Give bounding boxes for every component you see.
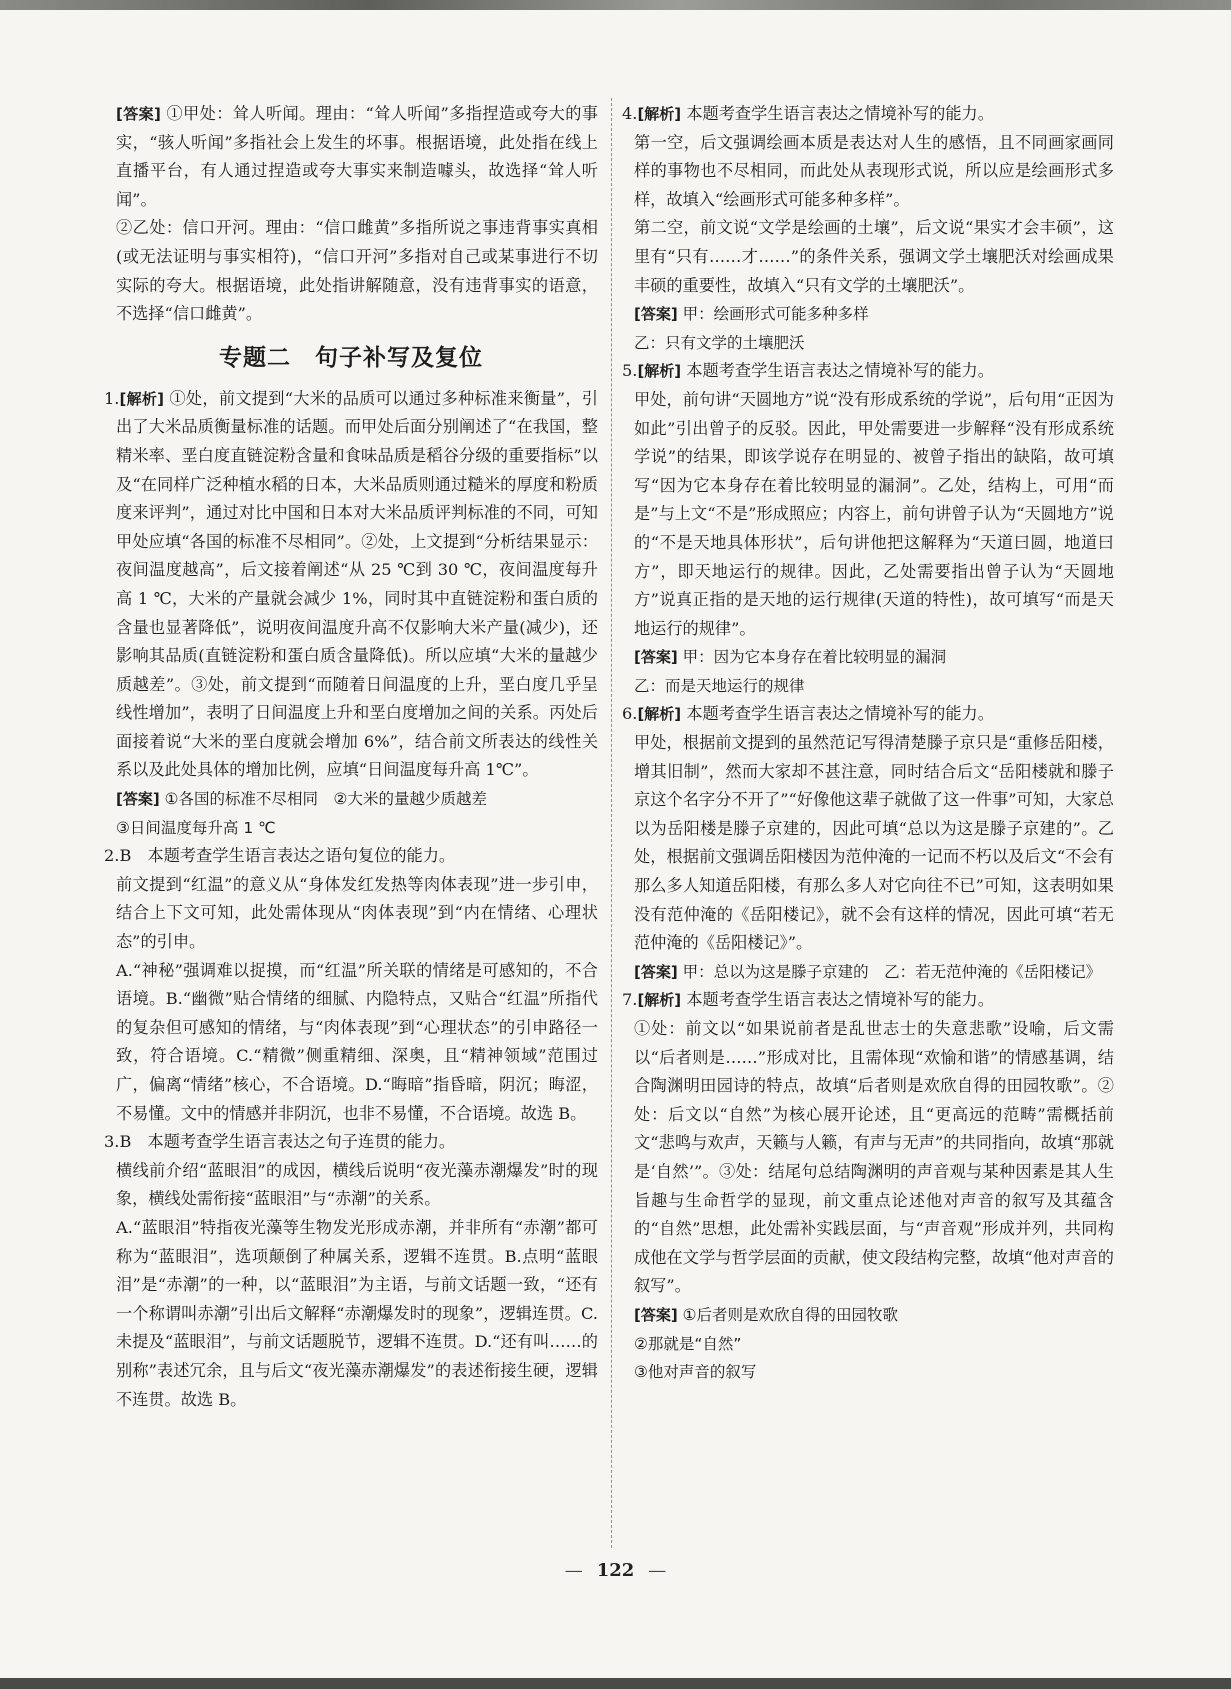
question-lead: 本题考查学生语言表达之情境补写的能力。 [686,990,994,1010]
analysis-tag: [解析] [637,105,682,123]
question-number: 5. [622,361,638,381]
question-4-answer [622,300,1114,329]
question-3-paragraph: 横线前介绍“蓝眼泪”的成因，横线后说明“夜光藻赤潮爆发”时的现象，横线处需衔接“蓝眼泪”与“赤潮”的关系。 [116,1160,598,1209]
question-number: 6. [622,704,638,724]
answer-text: 甲：总以为这是滕子京建的 乙：若无范仲淹的《岳阳楼记》 [682,962,1102,981]
question-7-lead [622,986,1114,1015]
answer-text: ①各国的标准不尽相同 ②大米的量越少质越差 [164,790,487,809]
answer-tag: [答案] [634,1305,678,1324]
question-4-paragraph-2: 第二空，前文说“文学是绘画的土壤”，后文说“果实才会丰硕”，这里有“只有……才……”的条件关系，强调文学土壤肥沃对绘画成果丰硕的重要性，故填入“只有文学的土壤肥沃”。 [634,218,1114,295]
right-column [622,100,1114,1387]
question-5-paragraph: 甲处，前句讲“天圆地方”说“没有形成系统的学说”，后句用“正因为如此”引出曾子的反驳。因此，甲处需要进一步解释“没有形成系统学说”的结果，即该学说存在明显的、被曾子指出的缺陷，故可填写“因为它本身存在着比较明显的漏洞”。乙处，结构上，可用“而是”与上文“不是”形成照应；内容上，前句讲曾子认为“天圆地方”说的“不是天地具体形状”，后句讲他把这解释为“天道曰圆，地道曰方”，即天地运行的规律。因此，乙处需要指出曾子认为“天圆地方”说真正指的是天地的运行规律(天道的特性)，故可填写“而是天地运行的规律”。 [634,389,1114,638]
question-number: 7. [622,990,638,1010]
answer-text: ①后者则是欢欣自得的田园牧歌 [682,1305,899,1324]
question-4-lead [622,100,1114,129]
page-dash-right: — [648,1560,667,1581]
answer-text: 甲：因为它本身存在着比较明显的漏洞 [682,648,947,667]
question-2-lead [104,842,598,871]
question-1-answer [104,785,598,814]
question-6-answer [622,958,1114,987]
answer-text: 甲：绘画形式可能多种多样 [682,305,869,324]
analysis-tag: [解析] [637,705,682,724]
answer-text: ①甲处：耸人听闻。理由：“耸人听闻”多指捏造或夸大的事实，“骇人听闻”多指社会上发生的坏事。根据语境，此处指在线上直播平台，有人通过捏造或夸大事实来制造噱头，故选择“耸人听闻”。 [116,104,598,209]
column-divider [611,98,612,1548]
question-2-options: A.“神秘”强调难以捉摸，而“红温”所关联的情绪是可感知的，不合语境。B.“幽微”贴合情绪的细腻、内隐特点，又贴合“红温”所指代的复杂但可感知的情绪，与“肉体表现”到“心理状态”的引申路径一致，符合语境。C.“精微”侧重精细、深奥，且“精神领域”范围过广，偏离“情绪”核心，不合语境。D.“晦暗”指昏暗，阴沉；晦涩，不易懂。文中的情感并非阴沉，也非不易懂，不合语境。故选 B。 [116,960,598,1123]
analysis-tag: [解析] [119,389,165,408]
answer-paragraph [104,100,598,214]
answer-tag: [答案] [116,105,161,123]
answer-tag: [答案] [634,648,678,667]
question-2-paragraph: 前文提到“红温”的意义从“身体发红发热等肉体表现”进一步引申，结合上下文可知，此处需体现从“肉体表现”到“内在情绪、心理状态”的引申。 [116,874,598,952]
question-4-answer-line-2: 乙：只有文学的土壤肥沃 [634,333,805,352]
question-7-answer-line-2: ②那就是“自然” [634,1334,742,1353]
question-number: 3. [104,1132,120,1152]
analysis-tag: [解析] [637,362,682,381]
question-lead: 本题考查学生语言表达之情境补写的能力。 [686,361,994,381]
answer-tag: [答案] [116,790,160,809]
question-number: 4. [622,104,638,123]
analysis-tag: [解析] [637,991,682,1010]
page-number-value: 122 [596,1560,635,1581]
section-heading: 专题二 句子补写及复位 [219,344,483,371]
question-7-paragraph: ①处：前文以“如果说前者是乱世志士的失意悲歌”设喻，后文需以“后者则是……”形成对比，且需体现“欢愉和谐”的情感基调，结合陶渊明田园诗的特点，故填“后者则是欢欣自得的田园牧歌”。②处：后文以“自然”为核心展开论述，且“更高远的范畴”需概括前文“悲鸣与欢声，天籁与人籁，有声与无声”的共同指向，故填“那就是‘自然’”。③处：结尾句总结陶渊明的声音观与某种因素是其人生旨趣与生命哲学的显现，前文重点论述他对声音的叙写及其蕴含的“自然”思想，此处需补实践层面，与“声音观”形成并列，共同构成他在文学与哲学层面的贡献，使文段结构完整，故填“他对声音的叙写”。 [634,1019,1114,1296]
question-1-analysis [104,385,598,785]
question-1-answer-line-2: ③日间温度每升高 1 ℃ [116,818,276,837]
page-number [0,1560,1231,1581]
left-column [104,100,598,1414]
question-7-answer-line-3: ③他对声音的叙写 [634,1363,757,1382]
answer-paragraph-2: ②乙处：信口开河。理由：“信口雌黄”多指所说之事违背事实真相(或无法证明与事实相符)，“信口开河”多指对自己或某事进行不切实际的夸大。根据语境，此处指讲解随意，没有违背事实的语意，不选择“信口雌黄”。 [116,218,598,324]
question-4-paragraph-1: 第一空，后文强调绘画本质是表达对人生的感悟，且不同画家画同样的事物也不尽相同，而此处从表现形式说，所以应是绘画形式多样，故填入“绘画形式可能多种多样”。 [634,132,1114,209]
bottom-scan-edge [0,1678,1231,1689]
question-lead: B 本题考查学生语言表达之语句复位的能力。 [119,846,456,866]
question-lead: 本题考查学生语言表达之情境补写的能力。 [686,104,994,123]
answer-tag: [答案] [634,305,678,324]
analysis-text: ①处，前文提到“大米的品质可以通过多种标准来衡量”，引出了大米品质衡量标准的话题。而甲处后面分别阐述了“在我国，整精米率、垩白度直链淀粉含量和食味品质是稻谷分级的重要指标”以及“在同样广泛种植水稻的日本，大米品质则通过糙米的厚度和粉质度来评判”，通过对比中国和日本对大米品质评判标准的不同，可知甲处应填“各国的标准不尽相同”。②处，上文提到“分析结果显示：夜间温度越高”，后文接着阐述“从 25 ℃到 30 ℃，夜间温度每升高 1 ℃，大米的产量就会减少 1%，同时其中直链淀粉和蛋白质的含量也显著降低”，说明夜间温度升高不仅影响大米产量(减少)，还影响其品质(直链淀粉和蛋白质含量降低)。所以应填“大米的量越少质越差”。③处，前文提到“而随着日间温度的上升，垩白度几乎呈线性增加”，表明了日间温度上升和垩白度增加之间的关系。丙处后面接着说“大米的垩白度就会增加 6%”，结合前文所表达的线性关系以及此处具体的增加比例，应填“日间温度每升高 1℃”。 [116,388,598,780]
question-5-answer [622,643,1114,672]
question-3-options: A.“蓝眼泪”特指夜光藻等生物发光形成赤潮，并非所有“赤潮”都可称为“蓝眼泪”，选项颠倒了种属关系，逻辑不连贯。B.点明“蓝眼泪”是“赤潮”的一种，以“蓝眼泪”为主语，与前文话题一致，“还有一个称谓叫赤潮”引出后文解释“赤潮爆发时的现象”，逻辑连贯。C.未提及“蓝眼泪”，与前文话题脱节，逻辑不连贯。D.“还有叫……的别称”表述冗余，且与后文“夜光藻赤潮爆发”的表述衔接生硬，逻辑不连贯。故选 B。 [116,1217,598,1409]
question-number: 2. [104,846,120,866]
question-7-answer [622,1301,1114,1330]
question-number: 1. [104,388,120,408]
question-6-lead [622,700,1114,729]
question-lead: 本题考查学生语言表达之情境补写的能力。 [686,704,994,724]
question-5-answer-line-2: 乙：而是天地运行的规律 [634,676,805,695]
page-dash-left: — [564,1560,583,1581]
question-lead: B 本题考查学生语言表达之句子连贯的能力。 [119,1132,456,1152]
question-3-lead [104,1128,598,1157]
answer-tag: [答案] [634,962,678,981]
question-6-paragraph: 甲处，根据前文提到的虽然范记写得清楚滕子京只是“重修岳阳楼，增其旧制”，然而大家却不甚注意，同时结合后文“岳阳楼就和滕子京这个名字分不开了”“好像他这辈子就做了这一件事”可知，大家总以为岳阳楼是滕子京建的，因此可填“总以为这是滕子京建的”。乙处，根据前文强调岳阳楼因为范仲淹的一记而不朽以及后文“不会有那么多人知道岳阳楼，有那么多人对它向往不已”可知，这表明如果没有范仲淹的《岳阳楼记》，就不会有这样的情况，因此可填“若无范仲淹的《岳阳楼记》”。 [634,733,1114,953]
question-5-lead [622,357,1114,386]
top-scan-edge [0,0,1231,10]
